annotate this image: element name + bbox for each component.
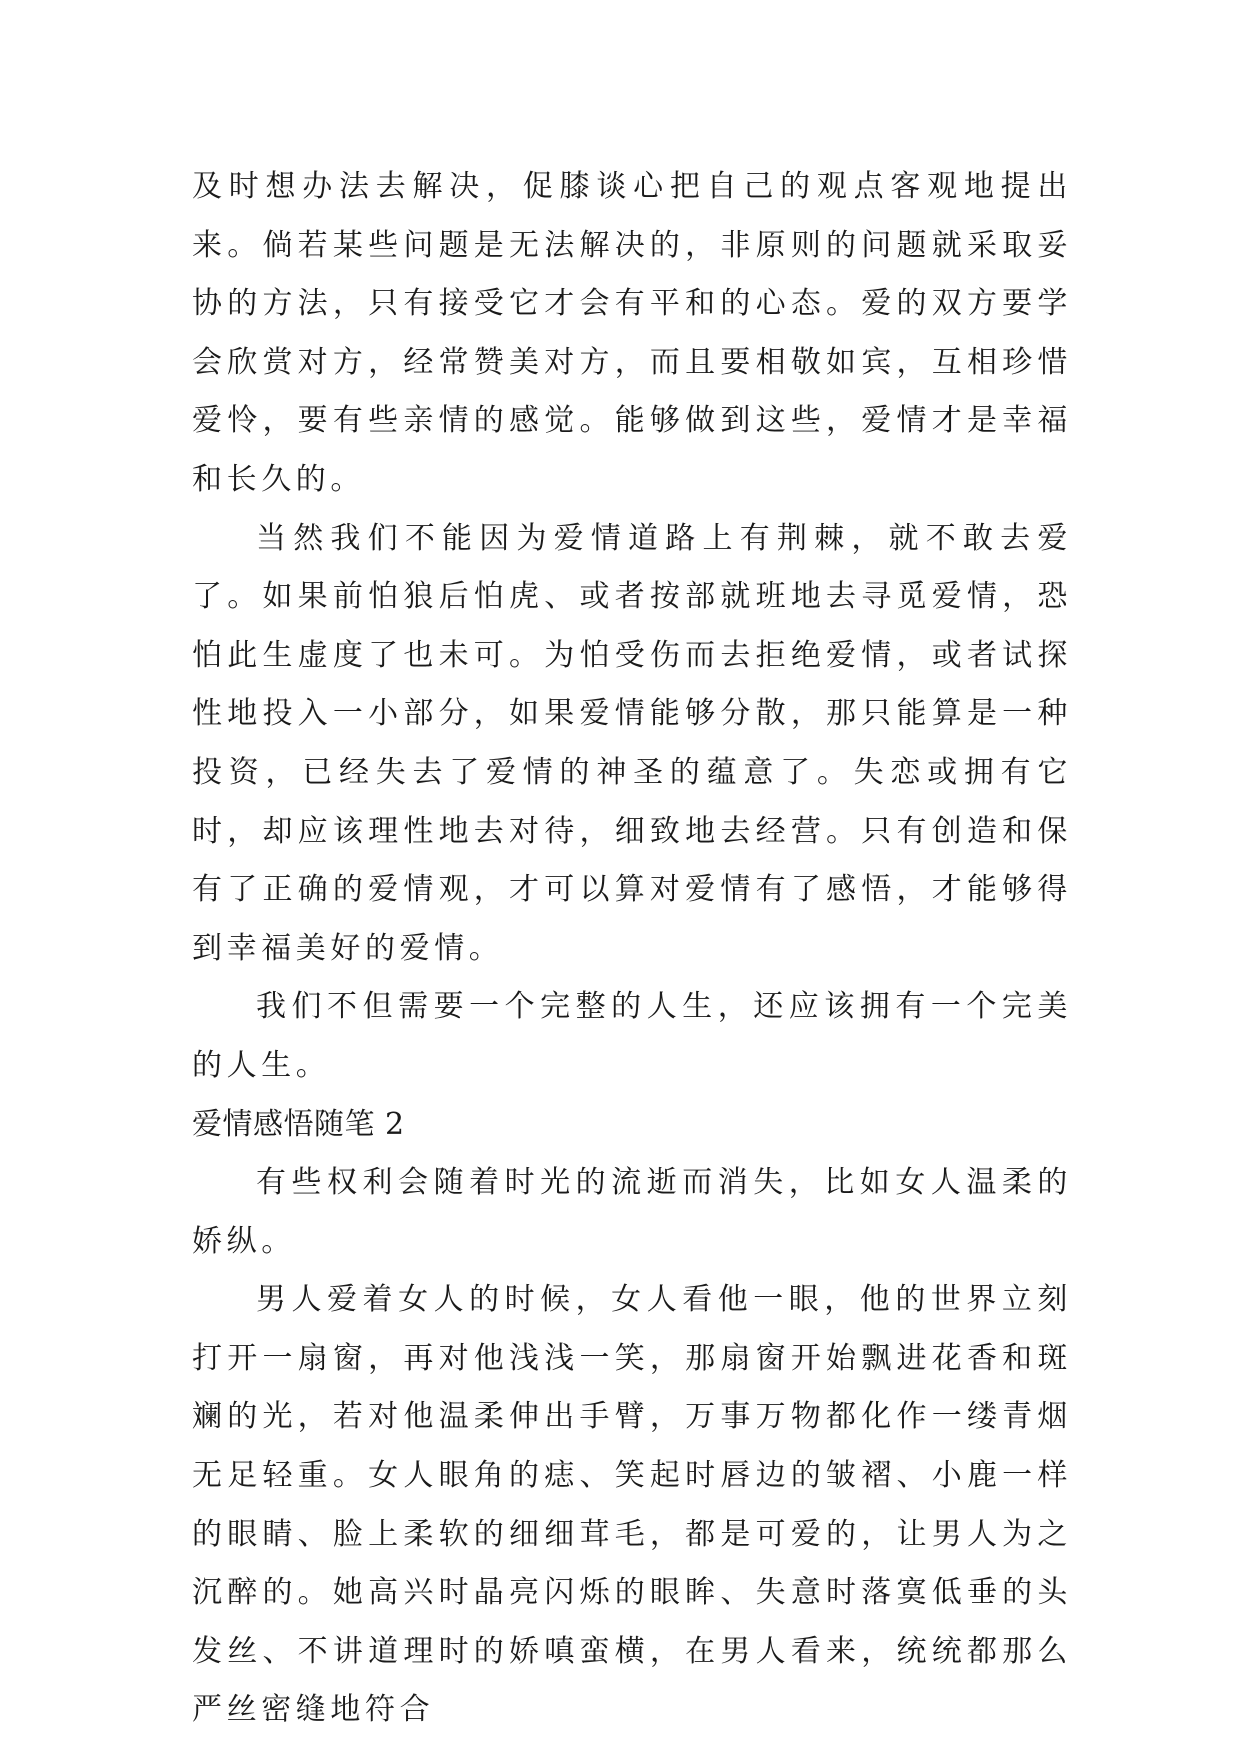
paragraph: 男人爱着女人的时候，女人看他一眼，他的世界立刻打开一扇窗，再对他浅浅一笑，那扇窗开始飘进花香和斑斓的光，若对他温柔伸出手臂，万事万物都化作一缕青烟无足轻重。女人眼角的痣、笑起时唇边的皱褶、小鹿一样的眼睛、脸上柔软的细细茸毛，都是可爱的，让男人为之沉醉的。她高兴时晶亮闪烁的眼眸、失意时落寞低垂的头发丝、不讲道理时的娇嗔蛮横，在男人看来，统统都那么严丝密缝地符合 xyxy=(192,1282,1072,1728)
paragraph: 有些权利会随着时光的流逝而消失，比如女人温柔的娇纵。 xyxy=(192,1165,1072,1259)
paragraph-continuation: 及时想办法去解决，促膝谈心把自己的观点客观地提出来。倘若某些问题是无法解决的，非原则的问题就采取妥协的方法，只有接受它才会有平和的心态。爱的双方要学会欣赏对方，经常赞美对方，而且要相敬如宾，互相珍惜爱怜，要有些亲情的感觉。能够做到这些，爱情才是幸福和长久的。 xyxy=(192,169,1072,497)
paragraph: 当然我们不能因为爱情道路上有荆棘，就不敢去爱了。如果前怕狼后怕虎、或者按部就班地去寻觅爱情，恐怕此生虚度了也未可。为怕受伤而去拒绝爱情，或者试探性地投入一小部分，如果爱情能够分散，那只能算是一种投资，已经失去了爱情的神圣的蕴意了。失恋或拥有它时，却应该理性地去对待，细致地去经营。只有创造和保有了正确的爱情观，才可以算对爱情有了感悟，才能够得到幸福美好的爱情。 xyxy=(192,520,1072,966)
document-body xyxy=(192,158,1072,1740)
paragraph: 我们不但需要一个完整的人生，还应该拥有一个完美的人生。 xyxy=(192,989,1072,1083)
section-heading: 爱情感悟随笔 2 xyxy=(192,1106,405,1142)
